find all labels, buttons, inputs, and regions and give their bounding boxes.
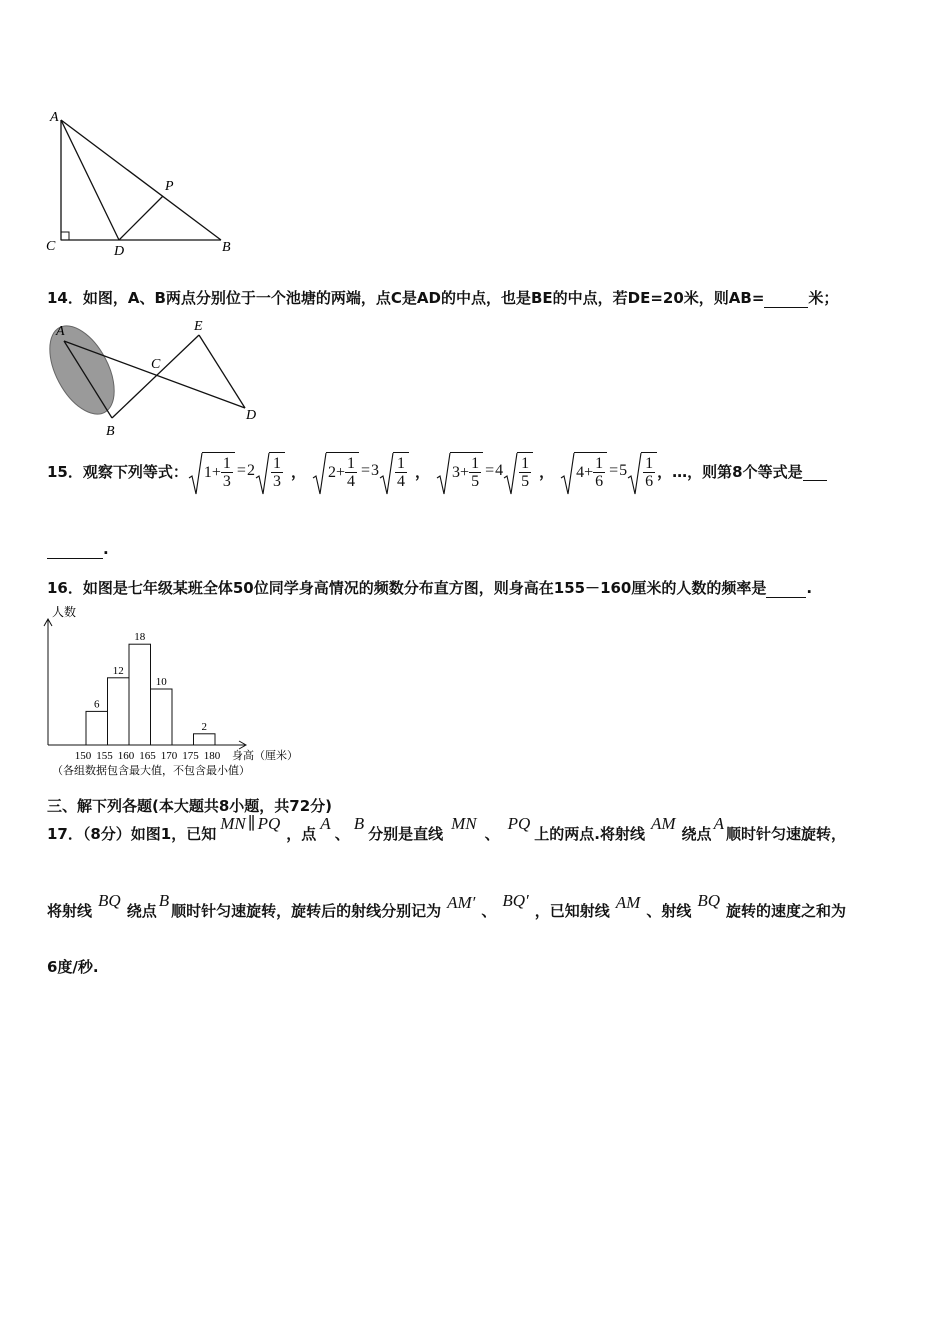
- label-C: C: [46, 239, 56, 254]
- bar-value-label: 6: [94, 698, 100, 711]
- fraction: [395, 455, 407, 490]
- x-tick-label: 175: [182, 750, 199, 762]
- fraction-denominator: 3: [222, 473, 231, 490]
- plus-sign: +: [584, 463, 594, 481]
- question-16: [47, 577, 812, 598]
- bar-155-160: [108, 678, 130, 745]
- bar-value-label: 10: [155, 676, 167, 688]
- coefficient: 4: [495, 462, 504, 479]
- q15-answer-blank-2: [47, 540, 103, 559]
- radical-sign-icon: [188, 452, 203, 496]
- bar-165-170: [151, 689, 173, 745]
- radicand-integer: 2: [327, 463, 336, 481]
- label-B: B: [222, 240, 231, 255]
- fraction: [345, 455, 357, 490]
- x-tick-label: 155: [96, 750, 113, 762]
- fraction-denominator: 4: [397, 473, 406, 490]
- q17-l2d: 、: [481, 902, 497, 920]
- q16-text: 16．如图是七年级某班全体50位同学身高情况的频数分布直方图，则身高在155－160厘米的人数的频率是: [47, 579, 767, 597]
- q16-end: .: [806, 579, 813, 597]
- q15-sep-2: ，: [415, 462, 431, 481]
- q17-amp: AM′: [447, 893, 476, 912]
- q15-suffix: ，…，则第8个等式是: [657, 462, 803, 481]
- q17-t5: 上的两点.将射线: [534, 825, 645, 843]
- fraction: [221, 455, 233, 490]
- q15-equation-3: [436, 452, 533, 490]
- x-tick-label: 170: [160, 750, 178, 762]
- q15-sep-3: ，: [539, 462, 555, 481]
- bar-value-label: 18: [134, 631, 146, 644]
- q17-l2a: 将射线: [47, 902, 93, 920]
- fraction-numerator: 1: [397, 455, 406, 472]
- fraction: [271, 455, 283, 490]
- section-3-title: 三、解下列各题(本大题共8小题，共72分): [47, 797, 333, 815]
- bar-value-label: 12: [112, 664, 124, 677]
- radical-right: [627, 452, 657, 490]
- q15-equation-2: [312, 452, 409, 490]
- equals-sign: =: [609, 462, 619, 479]
- x-tick-label: 180: [203, 750, 221, 762]
- q17-t4: 、: [484, 825, 500, 843]
- coefficient: 3: [371, 462, 380, 479]
- x-tick-label: 165: [139, 750, 156, 762]
- fraction: [519, 455, 531, 490]
- fraction-numerator: 1: [521, 455, 530, 472]
- fraction-numerator: 1: [471, 455, 480, 472]
- y-axis-label: 人数: [52, 605, 77, 619]
- radical-sign-icon: [255, 452, 270, 496]
- q17-t7: 顺时针匀速旋转，: [725, 825, 846, 843]
- radical-right: [379, 452, 409, 490]
- q17-mn2: MN: [451, 814, 477, 833]
- fraction-numerator: 1: [595, 455, 604, 472]
- fraction-denominator: 6: [595, 473, 604, 490]
- bar-160-165: [129, 644, 151, 745]
- fraction-numerator: 1: [222, 455, 231, 472]
- radical-right: [255, 452, 285, 490]
- q17-a2: A: [713, 814, 724, 833]
- plus-sign: +: [460, 463, 470, 481]
- coefficient: 2: [246, 462, 255, 479]
- fraction: [593, 455, 605, 490]
- equals-sign: =: [360, 462, 371, 479]
- q14-suffix: 米；: [808, 289, 839, 307]
- fraction-numerator: 1: [346, 455, 355, 472]
- fraction-denominator: 6: [645, 473, 654, 490]
- bar-value-label: 2: [201, 720, 207, 733]
- figure-triangle-abc: [40, 105, 250, 260]
- q17-l2e: ，已知射线: [534, 902, 610, 920]
- q15-sep-1: ，: [290, 462, 306, 481]
- histogram-chart: [40, 600, 320, 785]
- coefficient: 5: [619, 462, 628, 479]
- q14-answer-blank: [764, 289, 808, 308]
- q15-prefix: 15．观察下列等式：: [47, 462, 188, 481]
- radical-sign-icon: [379, 452, 394, 496]
- q17-pq2: PQ: [507, 814, 531, 833]
- q17-t6: 绕点: [681, 825, 712, 843]
- q17-a1: A: [320, 814, 331, 833]
- plus-sign: +: [211, 463, 221, 481]
- q17-bqp: BQ′: [502, 891, 529, 910]
- q15-answer-blank-1: [803, 462, 827, 481]
- fraction-denominator: 5: [521, 473, 530, 490]
- label-D: D: [114, 244, 125, 259]
- chart-note: （各组数据包含最大值，不包含最小值）: [52, 765, 250, 777]
- fraction-denominator: 4: [346, 473, 355, 490]
- radicand-integer: 3: [452, 463, 461, 481]
- q17-parallel: ∥: [247, 814, 256, 833]
- figure-pond: [40, 315, 280, 440]
- label-C2: C: [151, 357, 161, 372]
- x-tick-label: 150: [74, 750, 92, 762]
- question-17-line-3: 6度/秒.: [47, 958, 99, 976]
- q17-bq2: BQ: [697, 891, 721, 910]
- plus-sign: +: [335, 463, 345, 481]
- q17-t3: 分别是直线: [368, 825, 444, 843]
- bar-175-180: [194, 734, 216, 745]
- fraction: [643, 455, 655, 490]
- radical-right: [503, 452, 533, 490]
- question-15: [47, 452, 827, 490]
- question-17-line-2: [47, 891, 847, 921]
- equals-sign: =: [236, 462, 246, 479]
- equals-sign: =: [485, 462, 495, 479]
- label-E: E: [194, 319, 203, 334]
- label-A2: A: [56, 324, 65, 339]
- label-D2: D: [246, 408, 257, 423]
- q17-bq1: BQ: [98, 891, 121, 910]
- radical-left: [560, 452, 607, 490]
- fraction-numerator: 1: [645, 455, 654, 472]
- x-axis-label: 身高（厘米）: [232, 750, 298, 762]
- q15-equation-4: [560, 452, 657, 490]
- radical-sign-icon: [503, 452, 518, 496]
- q17-mn: MN: [220, 814, 246, 833]
- radical-sign-icon: [627, 452, 642, 496]
- q16-answer-blank: [766, 579, 806, 598]
- q15-line2: [47, 540, 109, 559]
- q17-t2: 、: [334, 825, 350, 843]
- q17-t1: ，点: [286, 825, 317, 843]
- x-tick-label: 160: [117, 750, 135, 762]
- label-B2: B: [106, 424, 115, 439]
- q17-num: 17．（8分）如图1，已知: [47, 825, 217, 843]
- radical-left: [436, 452, 483, 490]
- q17-l2c: 顺时针匀速旋转，旋转后的射线分别记为: [171, 902, 442, 920]
- label-A: A: [50, 110, 59, 125]
- label-P: P: [165, 179, 174, 194]
- q17-b2: B: [158, 891, 170, 910]
- fraction: [469, 455, 481, 490]
- q17-l2f: 、射线: [646, 902, 692, 920]
- q14-text: 14．如图，A、B两点分别位于一个池塘的两端，点C是AD的中点，也是BE的中点，若DE=20米，则AB=: [47, 289, 765, 307]
- q17-am1: AM: [651, 814, 676, 833]
- radical-left: [312, 452, 359, 490]
- question-17-line-1: [47, 814, 846, 844]
- fraction-denominator: 5: [471, 473, 480, 490]
- radical-sign-icon: [560, 452, 575, 496]
- q15-end: .: [103, 540, 109, 558]
- q15-equation-1: [188, 452, 285, 490]
- q17-pq: PQ: [257, 814, 281, 833]
- radical-sign-icon: [436, 452, 451, 496]
- radicand-integer: 1: [203, 463, 212, 481]
- fraction-numerator: 1: [272, 455, 281, 472]
- radical-left: [188, 452, 235, 490]
- q17-b1: B: [353, 814, 365, 833]
- radical-sign-icon: [312, 452, 327, 496]
- fraction-denominator: 3: [272, 473, 281, 490]
- q17-l2g: 旋转的速度之和为: [726, 902, 847, 920]
- question-14: [47, 287, 838, 308]
- q17-am2: AM: [615, 893, 641, 912]
- bar-150-155: [86, 711, 108, 745]
- q17-l2b: 绕点: [126, 902, 157, 920]
- radicand-integer: 4: [576, 463, 585, 481]
